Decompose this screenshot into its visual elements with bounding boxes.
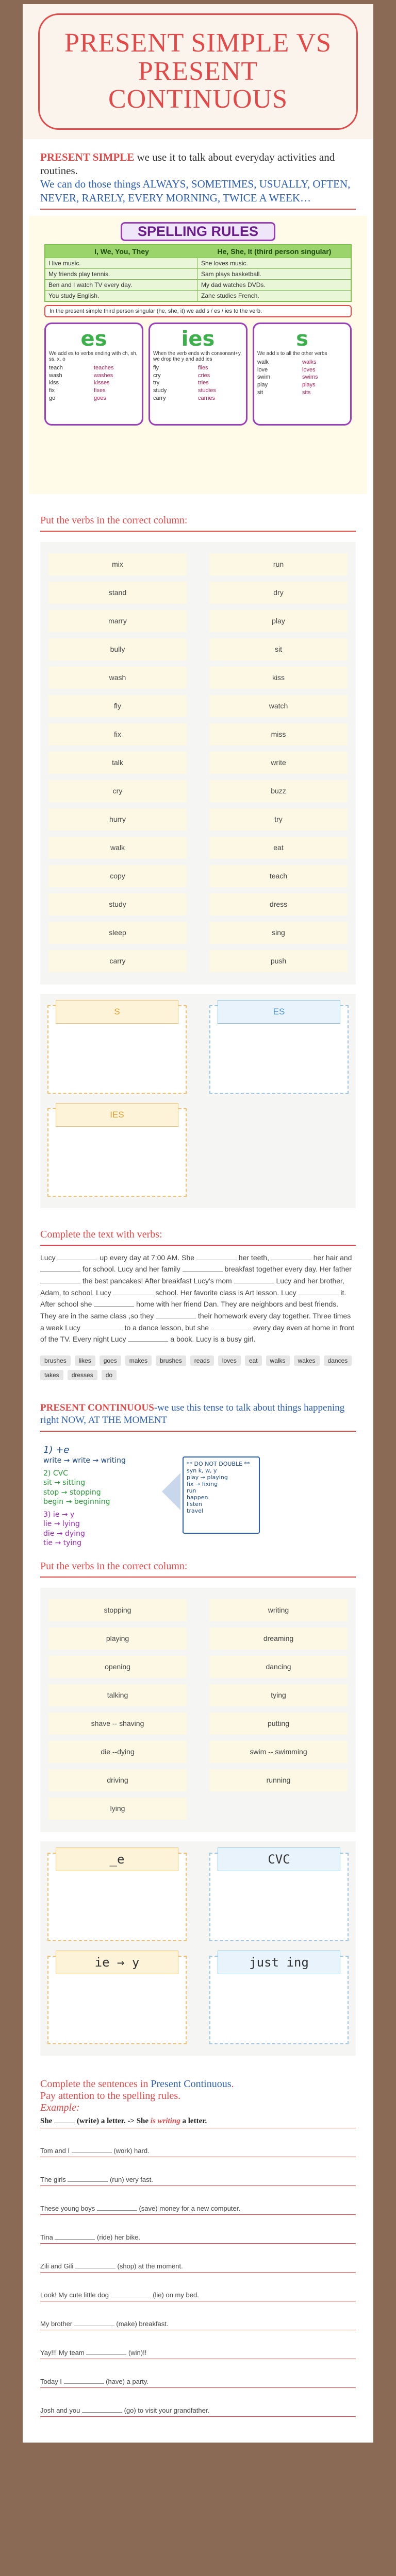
rule-word: sit [257,389,263,396]
draggable-verb[interactable]: stopping [48,1599,187,1621]
draggable-verb[interactable]: try [209,808,348,831]
word-chip[interactable]: brushes [40,1355,71,1366]
text-segment: their homework every day together. Three times a week Lucy [40,1312,351,1332]
drop-column[interactable] [47,1956,187,2044]
rule-word: try [153,380,160,386]
divider [40,531,356,532]
draggable-verb[interactable]: copy [48,865,187,887]
draggable-verb[interactable]: miss [209,723,348,745]
draggable-verb[interactable]: swim -- swimming [209,1741,348,1763]
draggable-verb[interactable]: sing [209,922,348,944]
divider [40,1577,356,1578]
rules-cell: I live music. [45,258,198,268]
rule-word: teach [49,364,63,371]
word-chip[interactable]: eat [245,1355,262,1366]
rule-word: kiss [49,380,59,386]
sentence-end: (save) money for a new computer. [137,2204,241,2212]
draggable-verb[interactable]: hurry [48,808,187,831]
note-line: happen [187,1494,208,1501]
rule-word: fix [49,387,55,394]
draggable-verb[interactable]: write [209,752,348,774]
text-segment: the best pancakes! After breakfast Lucy's mom [80,1277,234,1285]
rule-suffix: ies [181,327,215,351]
rule2-line: begin → beginning [43,1498,110,1506]
text-segment: it. After school she [40,1288,346,1309]
draggable-verb[interactable]: kiss [209,667,348,689]
draggable-verb[interactable]: dreaming [209,1628,348,1650]
text-segment: her hair and [311,1253,352,1262]
column-label: _e [56,1848,178,1871]
blank-input[interactable] [234,1276,274,1283]
blank-input[interactable] [128,1334,168,1342]
column-label: S [56,1000,178,1024]
rule-word: washes [94,372,113,379]
note-line: run [187,1487,196,1494]
rule-word: wash [49,372,62,379]
rule-word: carries [198,395,216,402]
rules-cell: My dad watches DVDs. [198,279,351,290]
rule-word: fixes [94,387,106,394]
draggable-verb[interactable]: mix [48,553,187,575]
text-segment: home with her friend Dan. They are neighbors and best friends. They are in the same class ,so they [40,1300,339,1320]
rule-words [49,364,139,402]
rules-boxes [44,323,352,426]
blank-input[interactable] [72,2146,112,2153]
blank-input[interactable] [113,1288,154,1295]
draggable-verb[interactable]: teach [209,865,348,887]
word-chip[interactable]: walks [266,1355,290,1366]
sentence-start: Josh and you [40,2406,82,2414]
text-segment: up every day at 7:00 AM. She [97,1253,196,1262]
section2-heading: Complete the text with verbs: [40,1228,162,1240]
drop-column[interactable] [209,1005,349,1094]
draggable-verb[interactable]: putting [209,1713,348,1735]
do-not-double-note [183,1456,260,1534]
sentence-start: Tom and I [40,2146,72,2155]
sentence-start: These young boys [40,2204,97,2212]
word-chip[interactable]: do [102,1370,117,1380]
draggable-verb[interactable]: dancing [209,1656,348,1678]
sentence-end: (lie) on my bed. [151,2291,199,2299]
draggable-verb[interactable]: fly [48,695,187,717]
draggable-verb[interactable]: wash [48,667,187,689]
draggable-verb[interactable]: dress [209,893,348,916]
text-segment: a book. Lucy is a busy girl. [168,1335,256,1344]
word-chip[interactable]: makes [125,1355,152,1366]
rule-suffix: s [296,327,308,351]
drop-columns [40,994,356,1208]
exercise-sentence [40,2330,356,2357]
example-label: Example: [40,2102,80,2113]
draggable-verb[interactable]: tying [209,1684,348,1706]
exercise-sentence [40,2359,356,2385]
rule-word: play [257,382,268,388]
sentence-start: Today I [40,2377,64,2385]
blank-input[interactable] [82,2405,122,2413]
rule-word: fly [153,364,159,371]
sentence-end: (win)!! [126,2348,147,2357]
rule-words [257,359,347,397]
draggable-verb[interactable]: running [209,1769,348,1791]
example-sentence: She (write) a letter. -> She is writing a letter. [40,2116,207,2125]
draggable-verb[interactable]: sit [209,638,348,660]
blank-input[interactable] [82,1323,123,1330]
word-chip[interactable]: wakes [294,1355,320,1366]
draggable-verb[interactable]: cry [48,780,187,802]
worksheet-card [23,4,373,2443]
rules-note: In the present simple third person singular (he, she, it) we add s / es / ies to the verb. [44,305,352,317]
rule-box [253,323,352,426]
blank-input[interactable] [183,1264,223,1272]
text-segment: Lucy and her brother, Adam, to school. Lucy [40,1277,344,1297]
intro-lead: PRESENT SIMPLE [40,150,135,163]
draggable-verb[interactable]: eat [209,837,348,859]
sentence-start: My brother [40,2319,74,2328]
column-label: ie → y [56,1951,178,1974]
rule-word: goes [94,395,106,402]
sentence-start: The girls [40,2175,68,2183]
blank-input[interactable] [97,2204,137,2211]
draggable-verb[interactable]: talking [48,1684,187,1706]
verb-sorting-panel [40,542,356,985]
draggable-verb[interactable]: bully [48,638,187,660]
sentence-end: (run) very fast. [108,2175,153,2183]
spelling-rules-table [44,244,352,302]
draggable-verb[interactable]: opening [48,1656,187,1678]
note-line: listen [187,1500,202,1507]
rule3-line: lie → lying [43,1520,80,1529]
word-chip[interactable]: reads [190,1355,214,1366]
continuous-lead-rest: -we use this tense to talk about things happening right NOW, AT THE MOMENT [40,1402,345,1426]
exercise-sentence [40,2273,356,2299]
rule-word: swim [257,374,271,381]
arrow-icon [162,1473,180,1510]
rule-description: We add s to all the other verbs [257,350,327,357]
rule-word: cries [198,372,210,379]
note-line: syn k, w, y [187,1467,217,1474]
draggable-verb[interactable]: sleep [48,922,187,944]
rule-word: flies [198,364,208,371]
word-chip[interactable]: takes [40,1370,63,1380]
sentence-end: (have) a party. [104,2377,148,2385]
draggable-verb[interactable]: walk [48,837,187,859]
draggable-verb[interactable]: playing [48,1628,187,1650]
divider [40,209,356,210]
rule3-line: tie → tying [43,1539,82,1548]
rule-word: teaches [94,364,114,371]
exercise-sentence [40,2157,356,2183]
drop-column[interactable] [47,1108,187,1197]
note-line: play → playing [187,1473,228,1481]
text-segment: school. Her favorite class is Art lesson. Lucy [153,1288,299,1297]
rule-box [44,323,143,426]
section3-heading: Put the verbs in the correct column: [40,1560,188,1572]
blank-input[interactable] [86,2348,126,2355]
exercise-sentence [40,2128,356,2155]
draggable-verb[interactable]: study [48,893,187,916]
sentence-start: Tina [40,2233,55,2241]
text-segment: breakfast together every day. Her father [222,1265,352,1274]
word-chip[interactable]: likes [75,1355,95,1366]
intro-adverbs: ALWAYS, SOMETIMES, USUALLY, OFTEN, NEVER, RARELY, EVERY MORNING, TWICE A WEEK… [40,178,351,204]
page-title: PRESENT SIMPLE VS PRESENT CONTINUOUS [38,13,358,130]
rules-cell: You study English. [45,290,198,301]
drop-column[interactable] [209,1853,349,1941]
sentence-end: (shop) at the moment. [115,2262,183,2270]
draggable-verb[interactable]: talk [48,752,187,774]
text-segment: Lucy [40,1253,58,1262]
rules-cell: My friends play tennis. [45,268,198,279]
draggable-verb[interactable]: carry [48,950,187,972]
rule-word: sits [302,389,311,396]
rules-col-head: I, We, You, They [45,245,198,258]
rule1-example: write → write → writing [43,1456,126,1465]
blank-input[interactable] [55,2232,95,2240]
blank-input[interactable] [196,1253,237,1260]
text-segment: for school. Lucy and her family [80,1265,183,1274]
rule2-line: stop → stopping [43,1488,101,1497]
rule-suffix: es [80,327,107,351]
rule-word: kisses [94,380,110,386]
draggable-verb[interactable]: shave -- shaving [48,1713,187,1735]
rule-word: plays [302,382,316,388]
word-chip[interactable]: brushes [156,1355,186,1366]
blank-input[interactable] [271,1253,311,1260]
intro-lead-rest: we use it to talk about everyday activities and routines. [40,150,335,177]
blank-input[interactable] [94,1299,134,1307]
blank-input[interactable] [156,1311,196,1318]
blank-input[interactable] [299,1288,339,1295]
rules-col-head: He, She, It (third person singular) [198,245,351,258]
rules-cell: Ben and I watch TV every day. [45,279,198,290]
sentence-end: (go) to visit your grandfather. [122,2406,210,2414]
exercise-sentence [40,2301,356,2328]
sentence-start: Look! My cute little dog [40,2291,111,2299]
blank-input[interactable] [40,1276,80,1283]
rule-box [148,323,248,426]
blank-input[interactable] [64,2377,104,2384]
exercise-sentence [40,2388,356,2414]
continuous-lead: PRESENT CONTINUOUS [40,1402,154,1414]
word-chip[interactable]: dresses [68,1370,97,1380]
blank-input[interactable] [57,1253,97,1260]
rule2-head: 2) CVC [43,1469,68,1478]
blank-input[interactable] [111,2290,151,2297]
blank-input[interactable] [74,2319,114,2326]
column-label: CVC [218,1848,340,1871]
intro-text [40,139,356,205]
rule-word: cry [153,372,161,379]
word-chip[interactable]: goes [100,1355,121,1366]
draggable-verb[interactable]: die --dying [48,1741,187,1763]
blank-input[interactable] [68,2175,108,2182]
drop-columns-2 [40,1841,356,2056]
rules-cell: Zane studies French. [198,290,351,301]
section4-subheading: Pay attention to the spelling rules. [40,2090,181,2102]
rule-word: loves [302,366,316,373]
column-label: IES [56,1103,178,1127]
drop-column[interactable] [209,1956,349,2044]
continuous-rules-image [28,1442,368,1548]
draggable-verb[interactable]: lying [48,1798,187,1820]
verb-sorting-panel-2 [40,1588,356,1832]
note-line: travel [187,1507,203,1514]
sentence-start: Yay!!! My team [40,2348,87,2357]
blank-input[interactable] [211,1323,251,1330]
draggable-verb[interactable]: dry [209,582,348,604]
text-segment: every day even at home in front of the TV. Every night Lucy [40,1323,354,1344]
rules-cell: Sam plays basketball. [198,268,351,279]
sentence-end: (work) hard. [111,2146,150,2155]
rule-word: swims [302,374,318,381]
section4-heading: Complete the sentences in Present Continuous. [40,2078,234,2090]
continuous-intro [40,1380,356,1427]
rules-cell: She loves music. [198,258,351,268]
draggable-verb[interactable]: watch [209,695,348,717]
exercise-sentence [40,2215,356,2241]
column-label: ES [218,1000,340,1024]
draggable-verb[interactable]: marry [48,610,187,632]
rule-words [153,364,243,402]
rule2-line: sit → sitting [43,1479,86,1487]
sentence-start: Zili and Gili [40,2262,75,2270]
rule1-head: 1) +e [43,1444,70,1455]
rule-word: love [257,366,268,373]
draggable-verb[interactable]: writing [209,1599,348,1621]
rule-word: walks [302,359,317,365]
spelling-rules-image [29,216,367,494]
draggable-verb[interactable]: driving [48,1769,187,1791]
drop-column[interactable] [47,1005,187,1094]
column-label: just ing [218,1951,340,1974]
sentence-end: (make) breakfast. [114,2319,169,2328]
blank-input[interactable] [75,2261,116,2268]
draggable-verb[interactable]: run [209,553,348,575]
rule-word: go [49,395,56,402]
text-segment: to a dance lesson, but she [122,1323,211,1332]
rule3-line: die → dying [43,1529,85,1538]
rule-description: We add es to verbs ending with ch, sh, ss, x, o [49,350,138,362]
rule-word: carry [153,395,166,402]
text-segment: her teeth, [236,1253,271,1262]
drop-column[interactable] [47,1853,187,1941]
sentence-end: (ride) her bike. [95,2233,140,2241]
rule-description: When the verb ends with consonant+y, we drop the y and add ies [153,350,242,362]
exercise-sentence [40,2186,356,2212]
word-bank [40,1355,356,1380]
rule-word: tries [198,380,209,386]
fill-in-text [40,1246,356,1345]
draggable-verb[interactable]: push [209,950,348,972]
draggable-verb[interactable]: play [209,610,348,632]
intro-line2: We can do those things [40,178,143,191]
spelling-rules-title: SPELLING RULES [121,222,275,241]
word-chip[interactable]: dances [324,1355,352,1366]
section1-heading: Put the verbs in the correct column: [40,514,188,526]
rule-word: study [153,387,167,394]
divider [40,1431,356,1432]
exercise-sentence [40,2244,356,2270]
draggable-verb[interactable]: fix [48,723,187,745]
rule-word: walk [257,359,269,365]
note-line: fix → fixing [187,1480,218,1487]
draggable-verb[interactable]: stand [48,582,187,604]
blank-input[interactable] [40,1264,80,1272]
rule3-head: 3) ie → y [43,1510,75,1519]
draggable-verb[interactable]: buzz [209,780,348,802]
note-head: ** DO NOT DOUBLE ** [187,1460,250,1467]
title-banner [23,4,373,139]
rule-word: studies [198,387,216,394]
word-chip[interactable]: loves [218,1355,241,1366]
